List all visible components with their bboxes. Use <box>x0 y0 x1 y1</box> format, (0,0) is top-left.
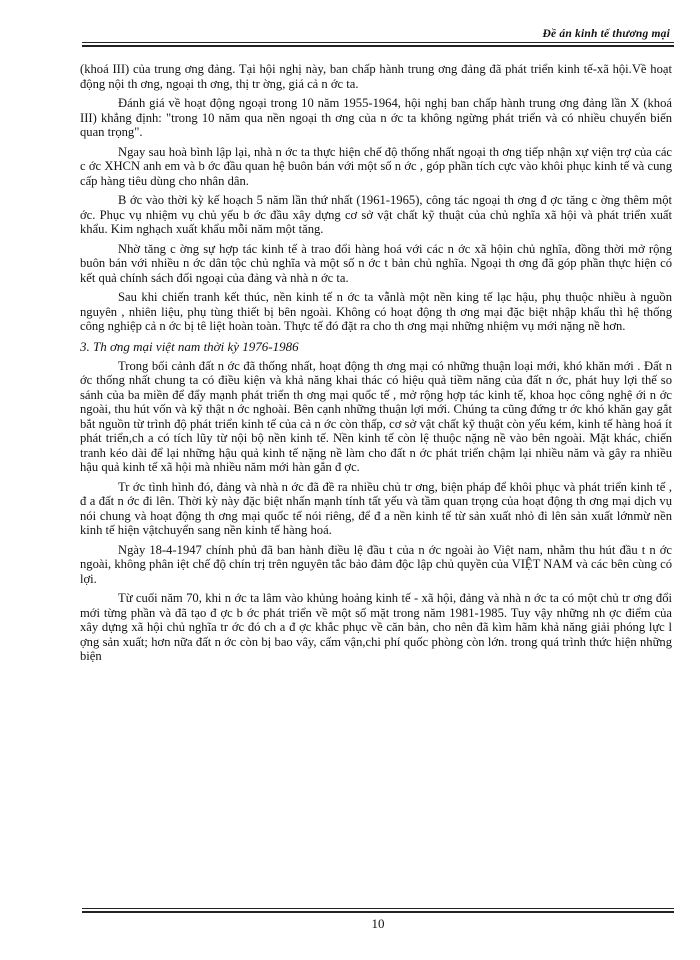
paragraph: Ngay sau hoà bình lập lại, nhà n ớc ta thực hiện chế độ thống nhất ngoại th ơng tiếp nhận xự viện trợ của các c ớc XHCN anh em và b ớc đầu quan hệ buôn bán với một số n ớc , góp phần tích cực vào khôi phục kinh tế và cung cấp hàng tiêu dùng cho nhân dân. <box>80 144 672 188</box>
paragraph: Từ cuối năm 70, khi n ớc ta lâm vào khủng hoảng kinh tế - xã hội, đảng và nhà n ớc ta có một chủ tr ơng đổi mới từng phần và đã tạo đ ợc b ớc phát triển về một số mặt trong năm 1981-1985. Tuy vậy những nh ợc điểm của xây dựng xã hội chủ nghĩa tr ớc đó ch a đ ợc khắc phục về căn bản, cho nên đã kìm hãm khả năng giải phóng lực l ợng sản xuất; hơn nữa đất n ớc còn bị bao vây, cấm vận,chi phí quốc phòng còn lớn. trong quá trình thức hiện những biện <box>80 591 672 663</box>
paragraph: B ớc vào thời kỳ kế hoạch 5 năm lần thứ nhất (1961-1965), công tác ngoại th ơng đ ợc tăng c ờng thêm một ớc. Phục vụ nhiệm vụ chủ yếu b ớc đầu xây dựng cơ sở vật chất kỹ thuật của chủ nghĩa xã hội và phát triển xuất khẩu. Kim nghạch xuất khẩu mỗi năm một tăng. <box>80 193 672 236</box>
header-rule <box>82 42 674 43</box>
header-title: Đề án kinh tế thương mại <box>542 28 670 40</box>
paragraph: Nhờ tăng c ờng sự hợp tác kinh tế à trao đổi hàng hoá với các n ớc xã hộin chủ nghĩa, đồng thời mở rộng buôn bán với nhiều n ớc dân tộc chủ nghĩa và một số n ớc t bản chủ nghĩa. Ngoại th ơng đã góp phần thực hiện có kết quả chính sách đối ngoại của đảng và nhà n ớc ta. <box>80 241 672 285</box>
footer-rule-thick <box>82 911 674 913</box>
document-body <box>80 62 672 669</box>
footer-rule <box>82 908 674 909</box>
page-footer <box>82 908 674 932</box>
page-header <box>82 22 674 46</box>
paragraph: Ngày 18-4-1947 chính phủ đã ban hành điều lệ đầu t của n ớc ngoài ào Việt nam, nhằm thu hút đầu t n ớc ngoài, không phân iệt chế độ chín trị trên nguyên tắc bảo đảm độc lập chủ quyền của VIỆT NAM và các bên cùng có lợi. <box>80 542 672 586</box>
header-rule-thick <box>82 45 674 47</box>
paragraph: Đánh giá về hoạt động ngoại trong 10 năm 1955-1964, hội nghị ban chấp hành trung ơng đảng lần X (khoá III) khẳng định: "trong 10 năm qua nền ngoại th ơng của n ớc ta không ngừng phát triển và có nhiều chuyển biến quan trọng". <box>80 96 672 139</box>
section-heading: 3. Th ơng mại việt nam thời kỳ 1976-1986 <box>80 338 299 354</box>
paragraph: (khoá III) của trung ơng đảng. Tại hội nghị này, ban chấp hành trung ơng đảng đã phát triển kinh tế-xã hội.Về hoạt động nội th ơng, ngoại th ơng, thị tr ờng, giá cả n ớc ta. <box>80 62 672 91</box>
page-number: 10 <box>371 916 385 931</box>
paragraph: Tr ớc tình hình đó, đảng và nhà n ớc đã đề ra nhiều chủ tr ơng, biện pháp để khôi phục và phát triển kinh tế , đ a đất n ớc đi lên. Thời kỳ này đặc biệt nhấn mạnh tính tất yếu và tầm quan trọng của hoạt động th ơng mại dịch vụ nói chung và hoạt động th ơng mại quốc tế nói riêng, để đ a nền kinh tế từ sản xuất nhỏ đi lên sản xuất lớnmừ nền kinh tế hiện vậtchuyển sang nền kinh tế hàng hoá. <box>80 479 672 537</box>
paragraph: Sau khi chiến tranh kết thúc, nền kinh tế n ớc ta vẫnlà một nền king tế lạc hậu, phụ thuộc nhiều à nguồn nguyên , nhiên liệu, phụ tùng thiết bị bên ngoài. Không có hoạt động th ơng mại đặc biệt nhập khẩu thì hệ thống công nghiệp cả n ớc bị tê liệt hoàn toàn. Thực tế đó đặt ra cho th ơng mại những nhiệm vụ mới nặng nề hơn. <box>80 290 672 333</box>
paragraph: Trong bối cảnh đất n ớc đã thống nhất, hoạt động th ơng mại có những thuận loại mới, khó khăn mới . Đất n ớc thống nhất chung ta có điều kiện và khả năng khai thác có hiệu quả tiềm năng của đất n ớc, phát huy lợi thế so sánh của ba miền để đẩy mạnh phát triển th ơng mại quốc tế , mở rộng hợp tác kinh tế, khoa học công nghệ ới n ớc ngoài, thu hút vốn và kỹ thật n ớc nghoài. Bên cạnh những thuận lợi mới. Chúng ta cũng đứng tr ớc khó khăn gay gắt bắt nguồn từ trình độ phát triển kinh tế của cả n ớc còn thấp, cơ sở vật chất kỹ thuật còn yếu kém, kinh tế hàng hoá ít phát triển,ch a có tích lũy từ nội bộ nền kinh tế. Nền kinh tế còn lệ thuộc nặng nề vào bên ngoài. Mặt khác, chiến tranh kéo dài để lại những hậu quả kinh tế nặng nề làm cho đất n ớc phát triển chậm lại nhiều năm và gây ra nhiều hậu quả kinh tế xã hội mà nhiều năm mới hàn gắn đ ợc. <box>80 358 672 474</box>
